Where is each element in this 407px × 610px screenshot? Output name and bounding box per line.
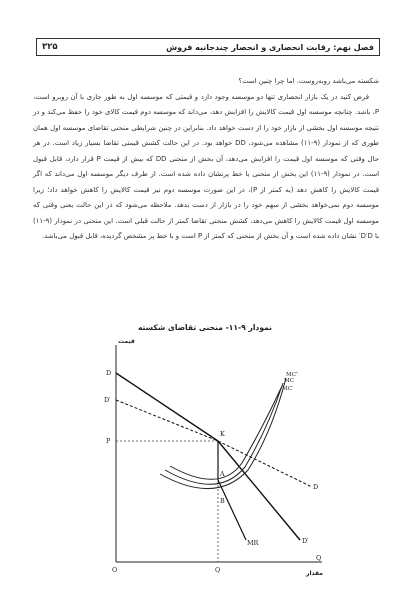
label-D-prime: D′ xyxy=(104,396,111,404)
marginal-revenue-curve xyxy=(218,480,246,540)
label-Q: Q xyxy=(215,566,221,574)
label-MC-dblprime: MC″ xyxy=(286,372,299,378)
demand-curve-D-prime-lower xyxy=(218,441,300,540)
mc-curve-MC-dblprime xyxy=(170,388,281,479)
y-axis-title: قیمت xyxy=(118,338,135,345)
label-D: D xyxy=(106,369,112,377)
label-A: A xyxy=(220,470,225,478)
demand-curve-DD-upper xyxy=(116,373,218,441)
demand-curve-D-prime-upper xyxy=(116,400,218,441)
label-Q-end: Q xyxy=(316,554,322,562)
label-B: B xyxy=(220,497,225,505)
chapter-title: فصل نهم: رقابت انحصاری و انحصار چندجانبه فروش xyxy=(166,42,374,52)
label-K: K xyxy=(220,430,225,438)
label-MC-prime: MC′ xyxy=(282,386,294,392)
figure-caption: نمودار ۹-۱۱- منحنی تقاضای شکسته xyxy=(137,323,273,332)
page-number: ۳۲۵ xyxy=(42,42,58,52)
demand-curve-DD-lower xyxy=(218,441,312,487)
label-D-end: D xyxy=(313,483,319,491)
paragraph: شکسته می‌باشد روبه‌روست. اما چرا چنین است؟ xyxy=(238,77,379,85)
x-axis-title: مقدار xyxy=(306,570,324,577)
label-origin: O xyxy=(112,566,118,574)
label-D-prime-end: D′ xyxy=(302,537,309,545)
label-MC: MC xyxy=(284,378,295,384)
paragraph: فرض کنید در یک بازار انحصاری تنها دو موسسه وجود دارد و قیمتی که موسسه اول به طور جاری با آن روبرو است، P، باشد. چنانچه موسسه اول قیمت کالایش را افزایش دهد، می‌داند که موسسه دوم قیمت کالای خود را حفظ می‌کند و در نتیجه موسسه اول بخشی از بازار خود را از دست خواهد داد. بنابراین در چنین شرایطی منحنی تقاضای موسسه اول همان طوری که از نمودار (۹-۱۱) مشاهده می‌شود، DD خواهد بود. در این حالت کشش قیمتی تقاضا بسیار زیاد است. در هر حال وقتی که موسسه اول قیمت را افزایش می‌دهد، آن بخش از منحنی DD که بیش از قیمت P قرار دارد، قابل قبول است. در نمودار (۹-۱۱) این بخش از منحنی با خط پرنشان داده شده است. از طرف دیگر موسسه اول می‌داند که اگر قیمت کالایش را کاهش دهد (به کمتر از P)، در این صورت موسسه دوم نیز قیمت کالایش را کاهش خواهد داد؛ زیرا موسسه دوم نمی‌خواهد بخشی از سهم خود را در بازار از دست بدهد. ملاحظه می‌شود که در این حالت یعنی وقتی که موسسه اول قیمت کالایش را کاهش می‌دهد، کشش منحنی تقاضا کمتر از حالت قبلی است. این منحنی در نمودار (۹-۱۱) با D′D′ نشان داده شده است و آن بخش از منحنی که کمتر از P است و با خط پر مشخص گردیده، قابل قبول می‌باشد. xyxy=(33,92,380,240)
label-MR: MR xyxy=(247,539,259,547)
label-P: P xyxy=(106,437,111,445)
